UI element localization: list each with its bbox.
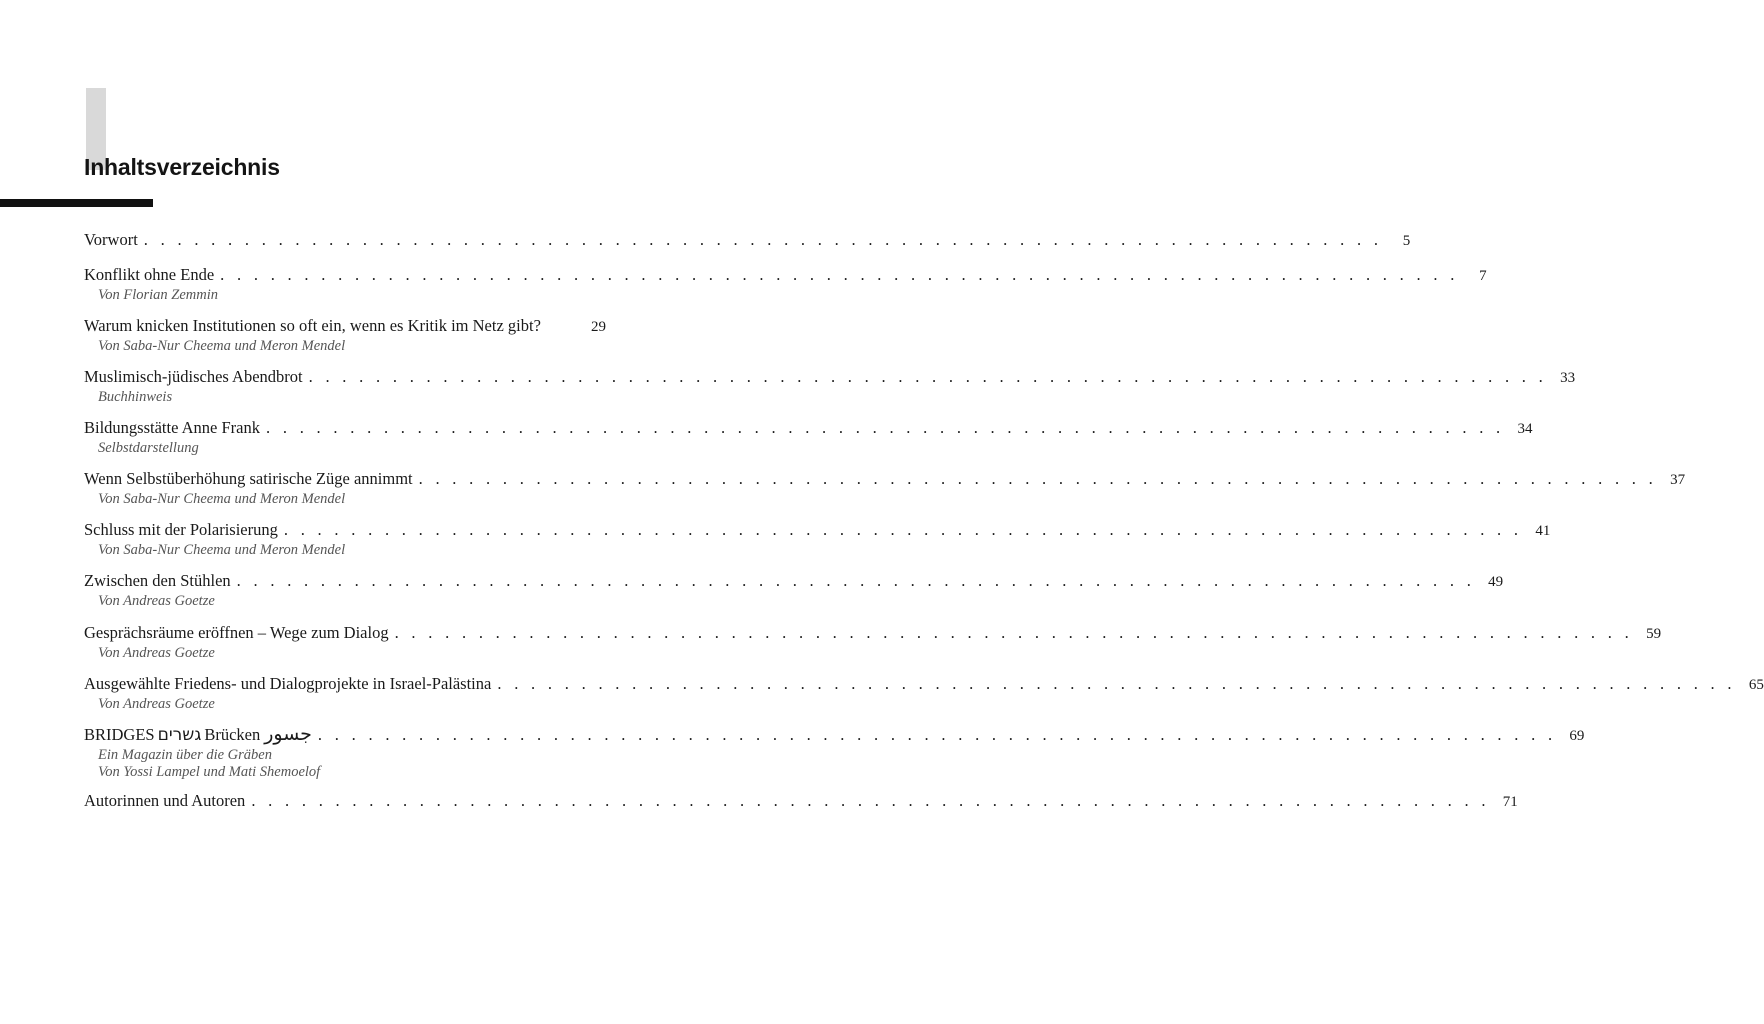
toc-entry-title[interactable]: Gesprächsräume eröffnen – Wege zum Dialog bbox=[84, 623, 389, 642]
heading-rule bbox=[0, 199, 153, 207]
toc-entry-gespraechsraeume[interactable] bbox=[84, 623, 1662, 662]
toc-entry-author: Von Andreas Goetze bbox=[98, 593, 215, 609]
toc-entry-bridges[interactable] bbox=[84, 723, 1585, 781]
dot-leader: . . . . . . . . . . . . . . . . . . . . . . . . . . . . . . . . . . . . . . . . . . . . . . . . . . . . . . . . . . . . . . . . . . . . . . . . . . bbox=[266, 418, 1505, 437]
toc-page-number: 69 bbox=[1569, 728, 1585, 744]
dot-leader: . . . . . . . . . . . . . . . . . . . . . . . . . . . . . . . . . . . . . . . . . . . . . . . . . . . . . . . . . . . . . . . . . . . . . . . . . . bbox=[317, 725, 1557, 744]
toc-entry-dialogprojekte[interactable] bbox=[84, 674, 1764, 713]
title-english: BRIDGES bbox=[84, 725, 155, 744]
toc-page-number: 7 bbox=[1479, 268, 1487, 284]
toc-entry-note: Selbstdarstellung bbox=[98, 440, 199, 456]
toc-entry-author: Von Saba-Nur Cheema und Meron Mendel bbox=[98, 491, 346, 507]
toc-entry-title[interactable]: Schluss mit der Polarisierung bbox=[84, 520, 278, 539]
toc-page-number: 41 bbox=[1535, 523, 1551, 539]
toc-entry-anne-frank[interactable] bbox=[84, 418, 1533, 457]
toc-entry-autorinnen[interactable] bbox=[84, 791, 1518, 812]
toc-page-number: 37 bbox=[1670, 472, 1686, 488]
toc-entry-title[interactable]: Ausgewählte Friedens- und Dialogprojekte in Israel-Palästina bbox=[84, 674, 492, 693]
toc-entry-title[interactable]: Bildungsstätte Anne Frank bbox=[84, 418, 260, 437]
title-arabic: جسور bbox=[264, 723, 312, 745]
toc-page-number: 34 bbox=[1517, 421, 1533, 437]
toc-entry-author: Von Florian Zemmin bbox=[98, 287, 219, 303]
toc-page-number: 33 bbox=[1560, 370, 1576, 386]
dot-leader: . . . . . . . . . . . . . . . . . . . . . . . . . . . . . . . . . . . . . . . . . . . . . . . . . . . . . . . . . . . . . . . . . . . . . . . . . . bbox=[220, 265, 1459, 284]
toc-entry-warum-knicken[interactable] bbox=[84, 316, 606, 355]
toc-entry-author: Von Saba-Nur Cheema und Meron Mendel bbox=[98, 542, 346, 558]
toc-entry-polarisierung[interactable] bbox=[84, 520, 1551, 559]
toc-entry-subtitle: Ein Magazin über die Gräben bbox=[98, 747, 272, 763]
dot-leader: . . . . . . . . . . . . . . . . . . . . . . . . . . . . . . . . . . . . . . . . . . . . . . . . . . . . . . . . . . . . . . . . . . . . . . . . . . bbox=[394, 623, 1634, 642]
dot-leader: . . . . . . . . . . . . . . . . . . . . . . . . . . . . . . . . . . . . . . . . . . . . . . . . . . . . . . . . . . . . . . . . . . . . . . . . . . bbox=[236, 571, 1476, 590]
toc-page-number: 49 bbox=[1488, 574, 1504, 590]
toc-page-number: 65 bbox=[1748, 677, 1764, 693]
toc-entry-title[interactable]: Vorwort bbox=[84, 230, 138, 249]
toc-entry-title[interactable]: Zwischen den Stühlen bbox=[84, 571, 231, 590]
toc-page-number: 71 bbox=[1502, 794, 1518, 810]
dot-leader: . . . . . . . . . . . . . . . . . . . . . . . . . . . . . . . . . . . . . . . . . . . . . . . . . . . . . . . . . . . . . . . . . . . . . . . . . . bbox=[143, 230, 1383, 249]
toc-entry-title[interactable]: Warum knicken Institutionen so oft ein, wenn es Kritik im Netz gibt? bbox=[84, 316, 541, 335]
toc-page-number: 29 bbox=[591, 319, 606, 335]
toc-page-number: 59 bbox=[1646, 626, 1662, 642]
toc-entry-title[interactable]: Konflikt ohne Ende bbox=[84, 265, 215, 284]
page-title: Inhaltsverzeichnis bbox=[84, 154, 280, 180]
toc-entry-author: Von Saba-Nur Cheema und Meron Mendel bbox=[98, 338, 346, 354]
toc-entry-zwischen-den-stuehlen[interactable] bbox=[84, 571, 1504, 610]
toc-entry-author: Von Andreas Goetze bbox=[98, 645, 215, 661]
dot-leader: . . . . . . . . . . . . . . . . . . . . . . . . . . . . . . . . . . . . . . . . . . . . . . . . . . . . . . . . . . . . . . . . . . . . . . . . . . bbox=[497, 674, 1736, 693]
title-german: Brücken bbox=[204, 725, 261, 744]
toc-page-number: 5 bbox=[1402, 233, 1411, 249]
title-hebrew: גשרים bbox=[157, 725, 202, 745]
toc-entry-author: Von Andreas Goetze bbox=[98, 696, 215, 712]
toc-entry-title[interactable]: Muslimisch-jüdisches Abendbrot bbox=[84, 367, 303, 386]
dot-leader: . . . . . . . . . . . . . . . . . . . . . . . . . . . . . . . . . . . . . . . . . . . . . . . . . . . . . . . . . . . . . . . . . . . . . . . . . . bbox=[418, 469, 1658, 488]
dot-leader: . . . . . . . . . . . . . . . . . . . . . . . . . . . . . . . . . . . . . . . . . . . . . . . . . . . . . . . . . . . . . . . . . . . . . . . . . . bbox=[308, 367, 1548, 386]
toc-entry-title[interactable]: Wenn Selbstüberhöhung satirische Züge annimmt bbox=[84, 469, 413, 488]
dot-leader: . . . . . . . . . . . . . . . . . . . . . . . . . . . . . . . . . . . . . . . . . . . . . . . . . . . . . . . . . . . . . . . . . . . . . . . . . . bbox=[283, 520, 1523, 539]
toc-entry-abendbrot[interactable] bbox=[84, 367, 1576, 406]
dot-leader: . . . . . . . . . . . . . . . . . . . . . . . . . . . . . . . . . . . . . . . . . . . . . . . . . . . . . . . . . . . . . . . . . . . . . . . . . . bbox=[251, 791, 1490, 810]
toc-entry-konflikt-ohne-ende[interactable] bbox=[84, 265, 1487, 304]
toc-entry-vorwort[interactable] bbox=[84, 230, 1411, 251]
toc-entry-author: Von Yossi Lampel und Mati Shemoelof bbox=[98, 764, 321, 780]
toc-entry-title[interactable] bbox=[84, 724, 312, 745]
toc-entry-selbstueberhoehung[interactable] bbox=[84, 469, 1686, 508]
toc-entry-title[interactable]: Autorinnen und Autoren bbox=[84, 791, 246, 810]
toc-entry-note: Buchhinweis bbox=[98, 389, 173, 405]
